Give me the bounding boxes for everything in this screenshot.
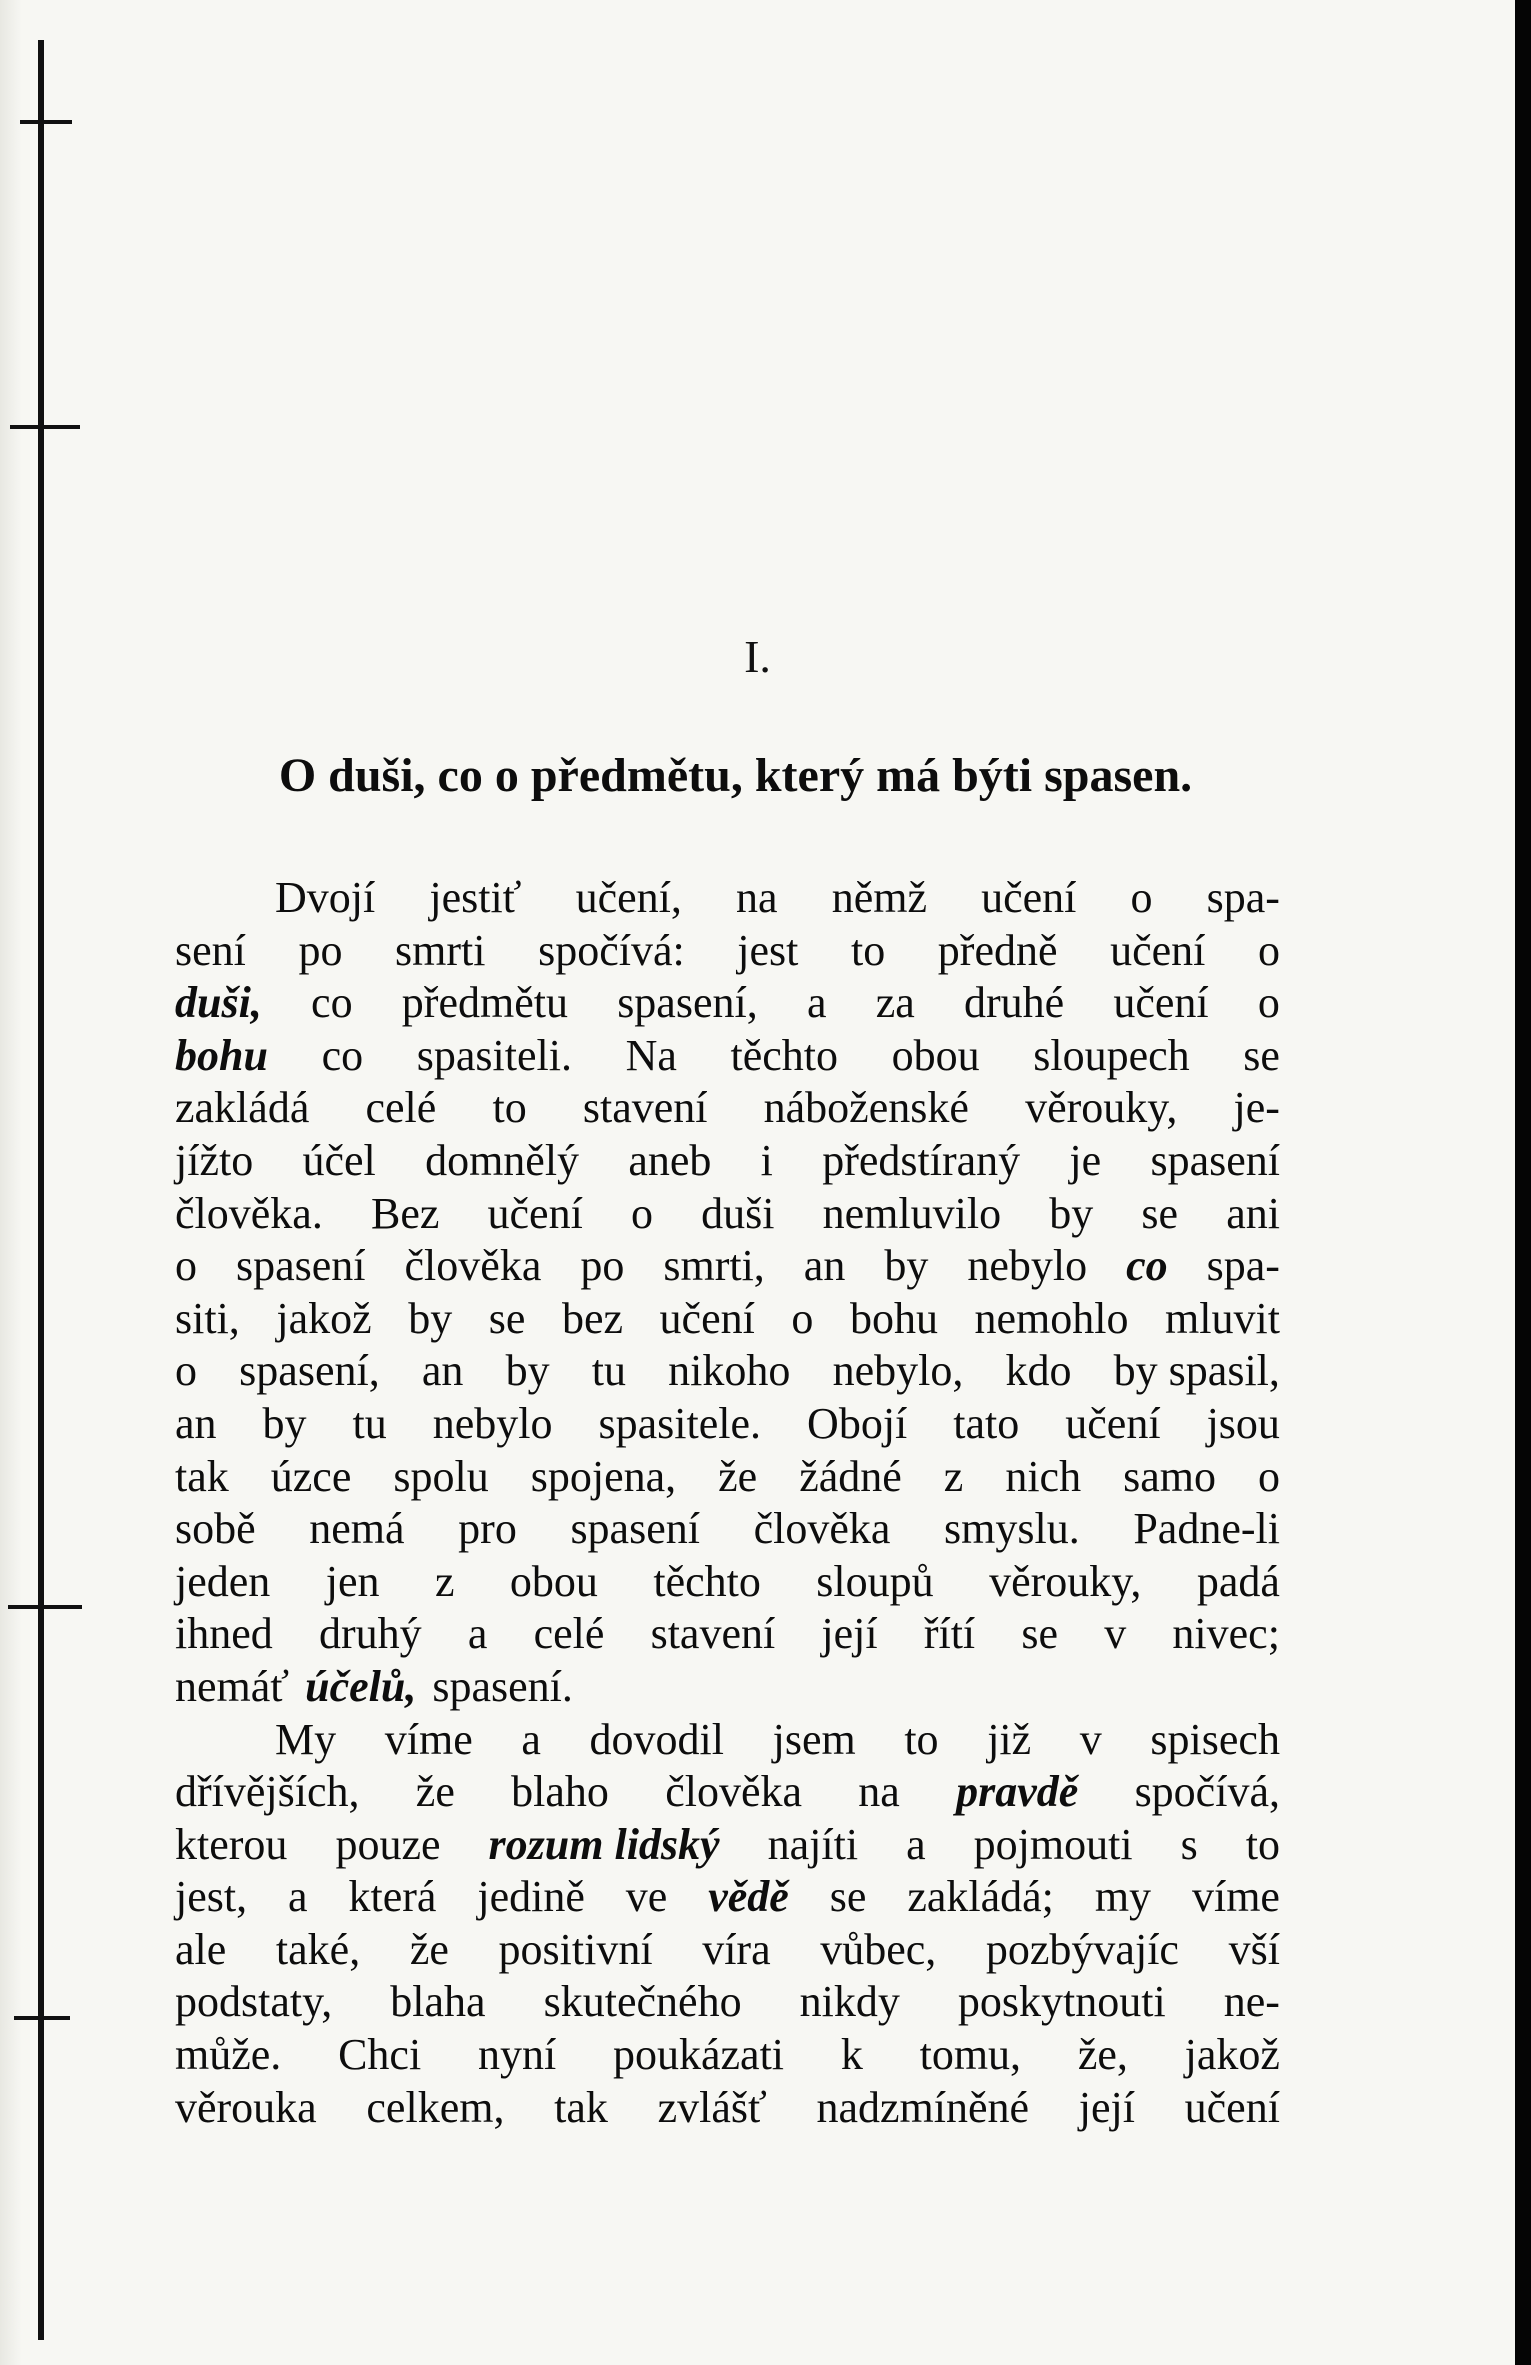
word: zakládá [175,1083,310,1133]
word: spasiteli. [416,1030,572,1080]
word: a [806,978,827,1028]
word: a [467,1609,488,1659]
word: se [488,1293,526,1343]
word: sloupech [1033,1030,1190,1080]
word: spasení, [239,1346,380,1396]
word: v [1079,1714,1102,1764]
word: Bez [370,1188,440,1238]
word: jsem [772,1714,856,1764]
text-line [175,1240,1280,1293]
paragraph [175,872,1280,1714]
word: která [348,1872,437,1922]
margin-tick [10,425,80,429]
text-line [175,1293,1280,1346]
word: učení [487,1188,583,1238]
word: a [288,1872,308,1922]
word: duši [701,1188,775,1238]
word: nikoho [668,1346,791,1396]
word: spasení [570,1504,700,1554]
word: spasení [1150,1135,1280,1185]
word: se [1141,1188,1179,1238]
word: blaho [511,1767,609,1817]
word: co [311,978,353,1028]
word: Chci [338,2030,422,2080]
word: obou [891,1030,980,1080]
word: učení [659,1293,755,1343]
word: člověka [665,1767,802,1817]
word: skutečného [543,1977,742,2027]
text-line [175,1871,1280,1924]
word: nemá [309,1504,405,1554]
word: spolu [393,1451,489,1501]
word: je [1069,1135,1102,1185]
word: řítí [923,1609,976,1659]
word: sloupů [816,1556,934,1606]
text-line [175,1135,1280,1188]
word: co [321,1030,364,1080]
word: předstíraný [822,1135,1021,1185]
word: smrti [395,925,486,975]
word: úzce [270,1451,352,1501]
word: ani [1226,1188,1280,1238]
word: ne- [1223,1977,1280,2027]
word: v [1104,1609,1127,1659]
word: a [906,1819,926,1869]
word: o [1257,1451,1280,1501]
emphasized-word: bohu [175,1030,268,1080]
word: spasení [236,1241,366,1291]
word: i [760,1135,773,1185]
word: stavení [650,1609,776,1659]
word: smrti, [663,1241,765,1291]
word: víme [384,1714,473,1764]
word: účel [302,1135,376,1185]
word: se [1243,1030,1280,1080]
word: po [298,925,343,975]
word: vší [1228,1924,1280,1974]
word: o [630,1188,653,1238]
word: ve [625,1872,668,1922]
word: člověka [404,1241,542,1291]
word: spojena, [530,1451,677,1501]
spine-shadow [0,0,22,2365]
word: učení [1113,978,1209,1028]
word: by [408,1293,453,1343]
word: z [434,1556,455,1606]
word: druhé [963,978,1065,1028]
text-line [175,1608,1280,1661]
word: smyslu. [944,1504,1080,1554]
word: člověka [753,1504,891,1554]
word: nikdy [799,1977,900,2027]
word: tato [953,1398,1020,1448]
word: tak [554,2082,608,2132]
word: pojmouti [973,1819,1133,1869]
word: obou [509,1556,598,1606]
page-edge [1515,0,1531,2365]
word: vůbec, [820,1924,937,1974]
word: že [415,1767,455,1817]
word: stavení [582,1083,708,1133]
text-line [175,1819,1280,1872]
word: z [943,1451,964,1501]
word: celé [365,1083,437,1133]
word: jen [325,1556,380,1606]
word: samo [1123,1451,1216,1501]
word: aneb [628,1135,712,1185]
word: bohu [849,1293,938,1343]
word: spa- [1206,1241,1280,1291]
word: náboženské [763,1083,969,1133]
paragraph [175,1714,1280,2135]
text-line [175,1976,1280,2029]
word: siti, [175,1293,240,1343]
word: její [1078,2082,1135,2132]
body-text [175,872,1280,2134]
word: sení [175,925,246,975]
text-line [175,1398,1280,1451]
word: učení [1065,1398,1161,1448]
word: an [175,1398,217,1448]
word: spasení, [617,978,758,1028]
word: učení [1184,2082,1280,2132]
word: bez [561,1293,623,1343]
emphasized-word: duši, [175,978,262,1028]
text-line [175,925,1280,978]
text-line [175,977,1280,1030]
word: to [850,925,886,975]
word: sobě [175,1504,256,1554]
word: by [505,1346,550,1396]
word: pro [458,1504,517,1554]
text-line [175,1030,1280,1083]
word: mluvit [1165,1293,1280,1343]
word: jeden [175,1556,271,1606]
word: může. [175,2030,282,2080]
word: Padne-li [1133,1504,1280,1554]
word: jest, [175,1872,248,1922]
word: těchto [730,1030,839,1080]
word: domnělý [425,1135,580,1185]
word: dřívějších, [175,1767,360,1817]
word: o [791,1293,814,1343]
word: pouze [335,1819,441,1869]
word: by [262,1398,307,1448]
word: an [421,1346,464,1396]
word: nadzmíněné [816,2082,1030,2132]
text-line [175,1766,1280,1819]
word: o [1130,873,1153,922]
word: podstaty, [175,1977,333,2027]
word: o [175,1346,197,1396]
word: nemohlo [974,1293,1129,1343]
word: na [736,873,778,922]
chapter-number: I. [744,631,771,682]
word: to [1245,1819,1280,1869]
text-line [175,1345,1280,1398]
word: spočívá: [538,925,685,975]
word: my [1094,1872,1152,1922]
word: víra [702,1924,771,1974]
word: kterou [175,1819,288,1869]
word: by [884,1241,929,1291]
word: věrouky, [989,1556,1142,1606]
word: Obojí [807,1398,908,1448]
word: by spasil, [1113,1346,1280,1396]
word: těchto [653,1556,761,1606]
word: za [875,978,915,1028]
word: je- [1233,1083,1280,1133]
word: učení [1110,925,1206,975]
word: ihned [175,1609,273,1659]
text-line [175,1082,1280,1135]
word: věrouky, [1025,1083,1178,1133]
word: tomu, [919,2030,1022,2080]
word: blaha [390,1977,486,2027]
emphasized-word: pravdě [956,1767,1079,1817]
word: jakož [276,1293,372,1343]
word: padá [1196,1556,1280,1606]
word: spasení. [432,1661,573,1711]
word: kdo [1005,1346,1072,1396]
word: člověka. [175,1188,323,1238]
word: němž [831,873,927,922]
word: pozbývajíc [985,1924,1179,1974]
word: nebylo [967,1241,1088,1291]
word: ale [175,1924,227,1974]
word: spa- [1206,873,1280,922]
word: to [492,1083,527,1133]
word: předmětu [401,978,568,1028]
word: nemáť [175,1661,290,1711]
word: již [987,1714,1032,1764]
word: tak [175,1451,229,1501]
margin-tick [20,120,72,124]
word: o [1257,978,1280,1028]
word: nemluvilo [822,1188,1002,1238]
word: by [1049,1188,1094,1238]
word: na [858,1767,900,1817]
word: víme [1191,1872,1280,1922]
word: an [803,1241,846,1291]
word: také, [275,1924,361,1974]
word: nich [1005,1451,1082,1501]
emphasized-word: účelů, [305,1661,417,1711]
word: nebylo, [832,1346,964,1396]
word: spasitele. [598,1398,762,1448]
word: se [829,1872,867,1922]
margin-rule [38,40,44,2340]
word: učení [981,873,1077,922]
word: žádné [799,1451,902,1501]
margin-tick [8,1605,82,1609]
word: věrouka [175,2082,317,2132]
word: Na [625,1030,677,1080]
margin-tick [14,2016,70,2020]
word: to [904,1714,939,1764]
word: zvlášť [657,2082,767,2132]
emphasized-word: vědě [708,1872,789,1922]
word: tu [591,1346,626,1396]
word: že [409,1924,449,1974]
text-line [175,1556,1280,1609]
word: o [1257,925,1280,975]
emphasized-word: co [1126,1241,1168,1291]
text-line [175,1188,1280,1241]
word: jížto [175,1135,254,1185]
word: spočívá, [1134,1767,1280,1817]
word: že [718,1451,758,1501]
word: se [1021,1609,1059,1659]
text-line [175,2082,1280,2135]
word: celkem, [366,2082,505,2132]
emphasized-word: rozum lidský [488,1819,720,1869]
word: o [175,1241,197,1291]
word: tu [352,1398,387,1448]
word: zakládá; [907,1872,1054,1922]
word: jestiť [429,873,522,922]
text-line [175,1924,1280,1977]
word: učení, [575,873,682,922]
text-line [175,2029,1280,2082]
text-line [175,1661,1280,1714]
word: jedině [477,1872,585,1922]
word: druhý [318,1609,422,1659]
word: najíti [767,1819,859,1869]
text-line [175,1503,1280,1556]
word: s [1180,1819,1198,1869]
text-line [175,1714,1280,1767]
word: po [580,1241,625,1291]
text-line [175,1451,1280,1504]
word: poukázati [612,2030,785,2080]
word: celé [533,1609,605,1659]
word: My [275,1714,337,1764]
word: nivec; [1172,1609,1280,1659]
word: spisech [1150,1714,1280,1764]
word: její [821,1609,878,1659]
word: předně [937,925,1058,975]
word: dovodil [589,1714,724,1764]
word: jest [737,925,799,975]
word: poskytnouti [957,1977,1166,2027]
word: jakož [1184,2030,1280,2080]
word: positivní [498,1924,653,1974]
word: Dvojí [275,873,376,922]
word: jsou [1206,1398,1280,1448]
word: nyní [477,2030,557,2080]
word: že, [1077,2030,1128,2080]
chapter-title: O duši, co o předmětu, který má býti spasen. [278,749,1193,802]
word: a [521,1714,541,1764]
word: nebylo [432,1398,553,1448]
text-line [175,872,1280,925]
word: k [840,2030,863,2080]
